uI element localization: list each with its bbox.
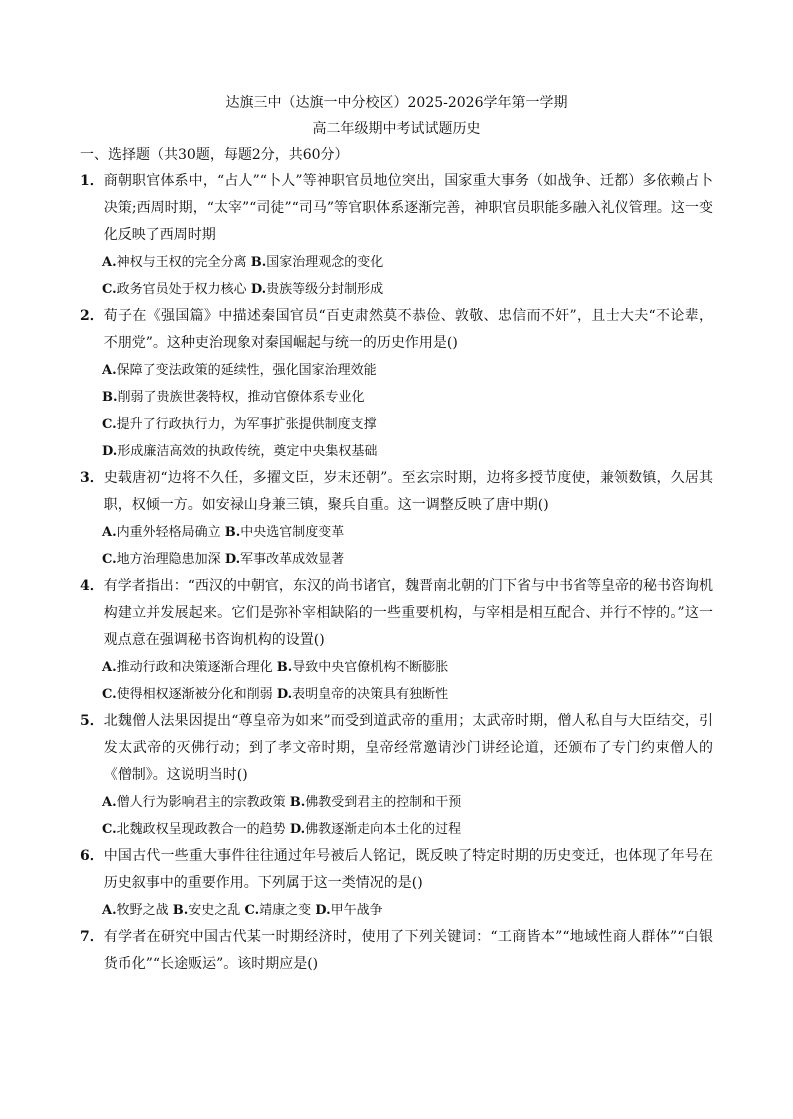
option-row — [102, 681, 713, 708]
option-text-c: 使得相权逐渐被分化和削弱 — [116, 687, 273, 702]
option-text-d: 形成廉洁高效的执政传统，奠定中央集权基础 — [117, 444, 378, 459]
option-text-c: 政务官员处于权力核心 — [116, 282, 247, 297]
option-row — [102, 276, 713, 303]
option-letter-a: A. — [102, 255, 117, 270]
option-text-d: 军事改革成效显著 — [240, 552, 345, 567]
option-text-c: 地方治理隐患加深 — [116, 552, 221, 567]
option-row — [102, 546, 713, 573]
option-letter-a: A. — [102, 795, 117, 810]
option-row — [102, 438, 713, 465]
option-row — [102, 384, 713, 411]
option-letter-c: C. — [102, 822, 117, 837]
question-number: 1． — [80, 173, 104, 189]
question-3 — [80, 465, 713, 573]
section-heading: 一、选择题（共30题，每题2分，共60分） — [80, 147, 349, 163]
option-text-d: 贵族等级分封制形成 — [266, 282, 384, 297]
question-stem: 北魏僧人法果因提出“尊皇帝为如来”而受到道武帝的重用；太武帝时期，僧人私自与大臣结交，引发太武帝的灭佛行动；到了孝文帝时期，皇帝经常邀请沙门讲经论道，还颁布了专门约束僧人的《僧制》。这说明当时() — [103, 713, 713, 783]
question-stem: 有学者指出：“西汉的中朝官，东汉的尚书诸官，魏晋南北朝的门下省与中书省等皇帝的秘书咨询机构建立并发展起来。它们是弥补宰相缺陷的一些重要机构，与宰相是相互配合、并行不悖的。”这一观点意在强调秘书咨询机构的设置() — [103, 578, 713, 648]
option-letter-c: C. — [102, 552, 117, 567]
exam-title-line-2: 高二年级期中考试试题历史 — [312, 121, 481, 137]
option-text-d: 表明皇帝的决策具有独断性 — [292, 687, 449, 702]
question-number: 5． — [80, 713, 104, 729]
question-number: 7． — [80, 929, 104, 945]
option-text-a: 神权与王权的完全分离 — [116, 255, 247, 270]
question-5 — [80, 708, 713, 843]
option-text-b: 削弱了贵族世袭特权，推动官僚体系专业化 — [117, 390, 365, 405]
question-2 — [80, 303, 713, 465]
option-row — [102, 357, 713, 384]
exam-title-line-1: 达旗三中（达旗一中分校区）2025-2026学年第一学期 — [225, 95, 568, 111]
option-letter-b: B. — [289, 795, 306, 810]
option-text-b: 国家治理观念的变化 — [266, 255, 384, 270]
option-text-a: 牧野之战 — [116, 903, 169, 918]
option-row — [102, 789, 713, 816]
question-number: 4． — [80, 578, 104, 594]
option-letter-d: D. — [224, 552, 241, 567]
option-text-c: 北魏政权呈现政教合一的趋势 — [116, 822, 286, 837]
question-number: 3． — [80, 470, 104, 486]
option-text-b: 安史之乱 — [188, 903, 241, 918]
option-text-b: 中央选官制度变革 — [240, 525, 345, 540]
question-stem: 有学者在研究中国古代某一时期经济时，使用了下列关键词：“工商皆本”“地域性商人群体”“白银货币化”“长途贩运”。该时期应是() — [103, 929, 713, 972]
option-letter-d: D. — [250, 282, 267, 297]
option-letter-d: D. — [102, 444, 118, 459]
option-letter-c: C. — [102, 687, 117, 702]
option-letter-b: B. — [102, 390, 118, 405]
option-letter-a: A. — [102, 525, 117, 540]
option-row — [102, 519, 713, 546]
question-stem: 荀子在《强国篇》中描述秦国官员“百吏肃然莫不恭俭、敦敬、忠信而不奸”，且士大夫“不论辈，不朋党”。这种吏治现象对秦国崛起与统一的历史作用是() — [103, 308, 713, 351]
option-letter-a: A. — [102, 903, 117, 918]
option-letter-a: A. — [102, 363, 117, 378]
question-number: 6． — [80, 848, 104, 864]
option-text-c: 靖康之变 — [259, 903, 312, 918]
option-text-a: 推动行政和决策逐渐合理化 — [116, 660, 273, 675]
option-letter-b: B. — [276, 660, 293, 675]
question-number: 2． — [80, 308, 104, 324]
question-stem: 商朝职官体系中，“占人”“卜人”等神职官员地位突出，国家重大事务（如战争、迁都）多依赖占卜决策;西周时期，“太宰”“司徒”“司马”等官职体系逐渐完善，神职官员职能多融入礼仪管理。这一变化反映了西周时期 — [103, 173, 713, 243]
question-stem: 中国古代一些重大事件往往通过年号被后人铭记，既反映了特定时期的历史变迁，也体现了年号在历史叙事中的重要作用。下列属于这一类情况的是() — [103, 848, 713, 891]
option-text-b: 佛教受到君主的控制和干预 — [305, 795, 462, 810]
option-letter-a: A. — [102, 660, 117, 675]
option-letter-b: B. — [172, 903, 189, 918]
option-letter-b: B. — [250, 255, 267, 270]
option-letter-d: D. — [315, 903, 331, 918]
question-4 — [80, 573, 713, 708]
question-7 — [80, 924, 713, 978]
option-text-a: 僧人行为影响君主的宗教政策 — [116, 795, 286, 810]
option-letter-c: C. — [102, 282, 117, 297]
option-row — [102, 654, 713, 681]
option-text-a: 内重外轻格局确立 — [116, 525, 221, 540]
option-row — [102, 411, 713, 438]
option-letter-c: C. — [102, 417, 117, 432]
option-row — [102, 249, 713, 276]
option-text-d: 佛教逐渐走向本土化的过程 — [305, 822, 462, 837]
option-text-c: 提升了行政执行力，为军事扩张提供制度支撑 — [116, 417, 377, 432]
question-stem: 史载唐初“边将不久任，多擢文臣，岁末还朝”。至玄宗时期，边将多授节度使，兼领数镇，久居其职，权倾一方。如安禄山身兼三镇，聚兵自重。这一调整反映了唐中期() — [103, 470, 713, 513]
option-text-d: 甲午战争 — [330, 903, 383, 918]
option-row — [102, 897, 713, 924]
option-letter-d: D. — [289, 822, 306, 837]
option-letter-c: C. — [244, 903, 260, 918]
option-row — [102, 816, 713, 843]
question-6 — [80, 843, 713, 924]
option-text-a: 保障了变法政策的延续性，强化国家治理效能 — [116, 363, 377, 378]
option-text-b: 导致中央官僚机构不断膨胀 — [292, 660, 449, 675]
option-letter-b: B. — [224, 525, 241, 540]
option-letter-d: D. — [276, 687, 293, 702]
question-1 — [80, 168, 713, 303]
